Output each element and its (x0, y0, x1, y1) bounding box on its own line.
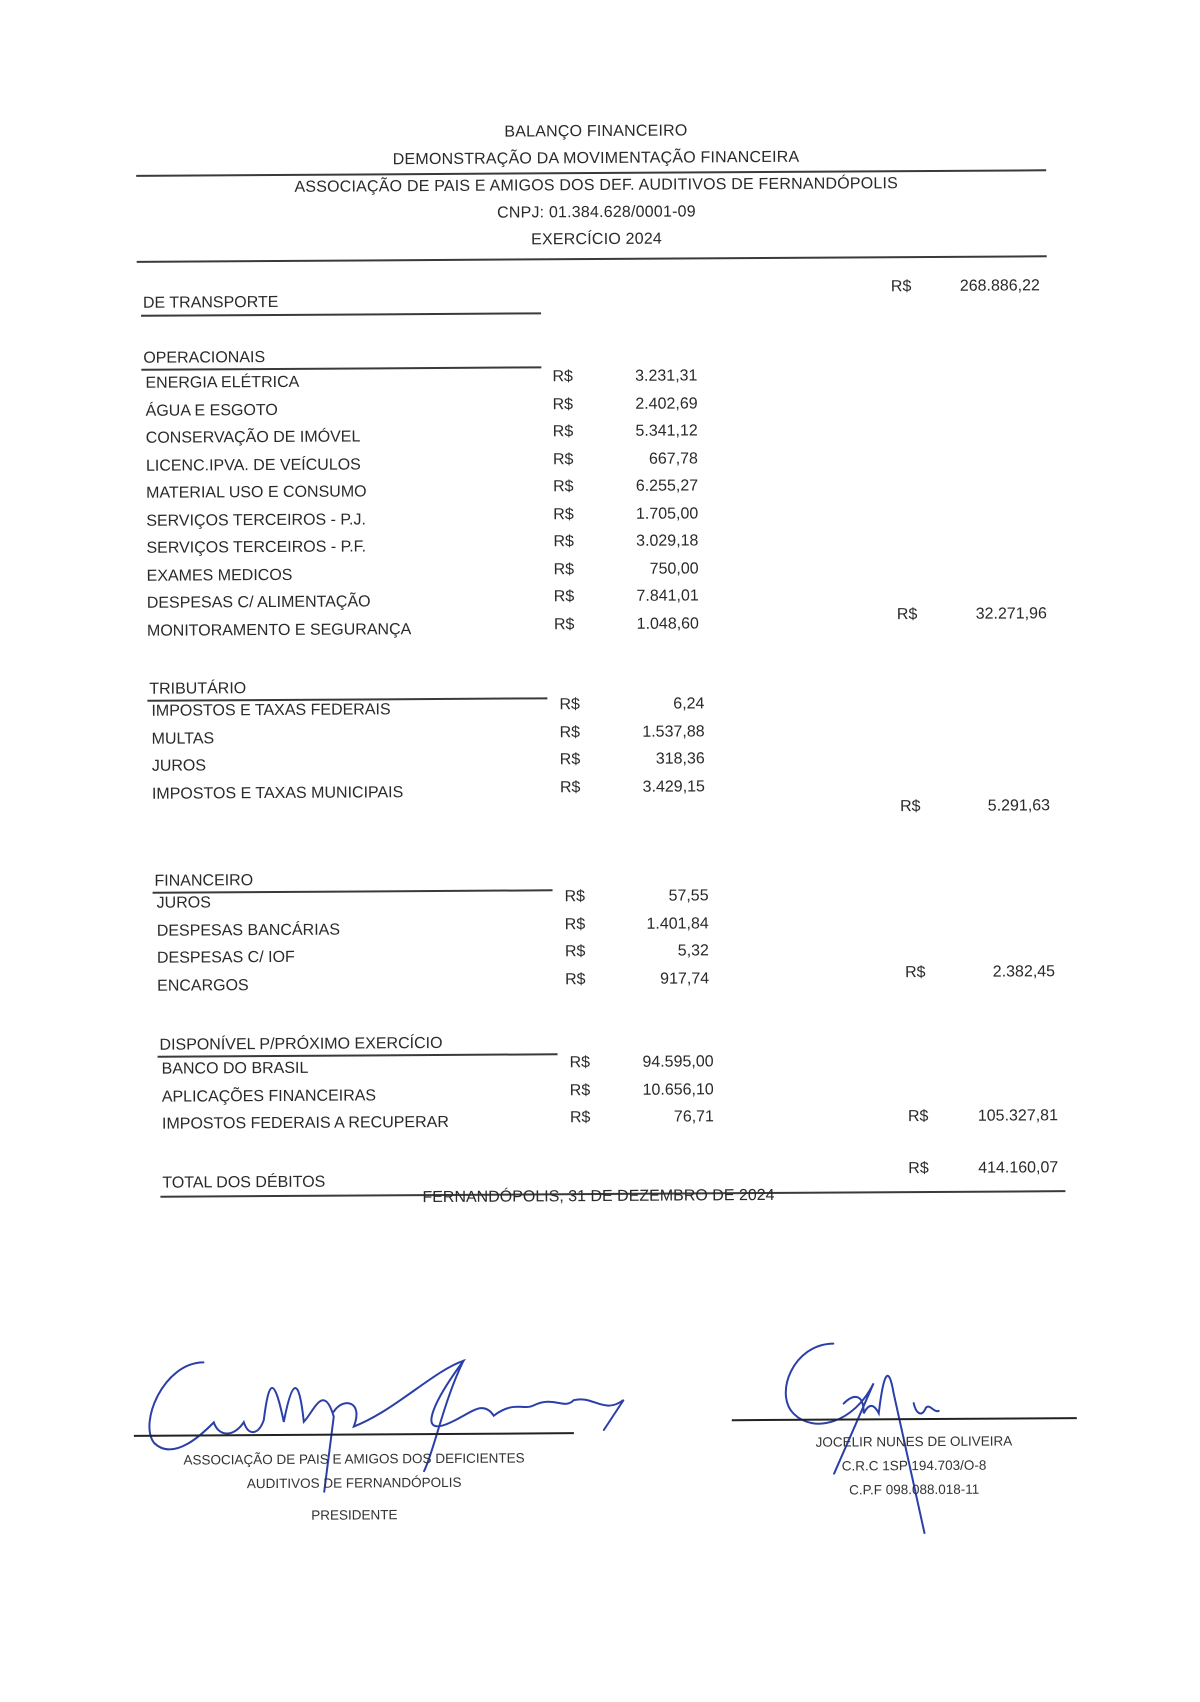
section-total-transporte: 268.886,22 (959, 277, 1040, 295)
line-item-label: IMPOSTOS E TAXAS MUNICIPAIS (151, 783, 404, 803)
currency-symbol: R$ (553, 478, 574, 496)
currency-symbol: R$ (553, 615, 575, 633)
accountant-crc: C.R.C 1SP 194.703/O-8 (841, 1457, 987, 1474)
line-item-value: 917,74 (660, 969, 710, 988)
currency-symbol: R$ (552, 423, 574, 441)
president-signature-block (144, 1446, 564, 1529)
currency-symbol: R$ (564, 888, 586, 906)
currency-symbol: R$ (908, 1159, 929, 1178)
line-item-value: 1.048,60 (636, 614, 699, 633)
line-item-value: 3.429,15 (642, 777, 705, 796)
line-item-value: 3.029,18 (636, 532, 699, 550)
line-item-label: SERVIÇOS TERCEIROS - P.J. (146, 510, 366, 530)
line-item-label: ÁGUA E ESGOTO (145, 401, 278, 420)
line-item-label: JUROS (156, 894, 211, 912)
cnpj: CNPJ: 01.384.628/0001-09 (497, 203, 696, 222)
line-item-value: 7.841,01 (636, 587, 699, 605)
currency-symbol: R$ (553, 505, 574, 523)
section-total-financeiro: 2.382,45 (992, 963, 1056, 981)
line-item-value: 5.341,12 (635, 422, 698, 440)
line-item-label: IMPOSTOS E TAXAS FEDERAIS (151, 701, 391, 720)
line-item-value: 2.402,69 (635, 394, 698, 413)
line-item-label: DESPESAS BANCÁRIAS (156, 921, 341, 940)
section-rule (141, 312, 541, 316)
currency-symbol: R$ (564, 915, 586, 933)
line-item-label: JUROS (151, 757, 207, 775)
currency-symbol: R$ (559, 778, 581, 796)
line-item-value: 1.537,88 (642, 722, 705, 741)
line-item-value: 3.231,31 (635, 367, 698, 385)
section-total-tributario: 5.291,63 (987, 797, 1051, 815)
line-item-label: BANCO DO BRASIL (161, 1059, 309, 1078)
section-total-disponivel: 105.327,81 (977, 1107, 1058, 1125)
line-item-label: LICENC.IPVA. DE VEÍCULOS (145, 455, 361, 475)
document-title: BALANÇO FINANCEIRO (504, 122, 688, 141)
currency-symbol: R$ (569, 1054, 591, 1072)
line-item-value: 750,00 (649, 559, 699, 578)
fiscal-year: EXERCÍCIO 2024 (531, 230, 663, 249)
currency-symbol: R$ (552, 450, 574, 468)
currency-symbol: R$ (907, 1108, 929, 1126)
line-item-value: 318,36 (655, 750, 705, 768)
president-org-line1: ASSOCIAÇÃO DE PAIS E AMIGOS DOS DEFICIENTES (183, 1450, 525, 1468)
document-subtitle: DEMONSTRAÇÃO DA MOVIMENTAÇÃO FINANCEIRA (392, 148, 800, 169)
document-header (136, 115, 1057, 256)
line-item-value: 10.656,10 (642, 1080, 714, 1099)
organization-name: ASSOCIAÇÃO DE PAIS E AMIGOS DOS DEF. AUDITIVOS DE FERNANDÓPOLIS (294, 175, 899, 196)
line-item-value: 6.255,27 (635, 477, 699, 495)
currency-symbol: R$ (905, 964, 926, 982)
section-title-tributario: TRIBUTÁRIO (149, 680, 247, 698)
line-item-label: SERVIÇOS TERCEIROS - P.F. (146, 538, 367, 557)
accountant-cpf: C.P.F 098.088.018-11 (849, 1481, 980, 1498)
line-item-label: CONSERVAÇÃO DE IMÓVEL (145, 428, 361, 447)
currency-symbol: R$ (896, 606, 918, 624)
currency-symbol: R$ (552, 368, 573, 386)
currency-symbol: R$ (559, 696, 580, 714)
line-item-label: DESPESAS C/ ALIMENTAÇÃO (146, 593, 371, 612)
line-item-value: 94.595,00 (642, 1053, 714, 1071)
header-rule-bottom (137, 255, 1047, 262)
line-item-label: APLICAÇÕES FINANCEIRAS (161, 1086, 377, 1106)
grand-total-value: 414.160,07 (978, 1159, 1059, 1177)
accountant-name: JOCELIR NUNES DE OLIVEIRA (815, 1433, 1013, 1450)
line-item-label: DESPESAS C/ IOF (156, 948, 295, 967)
section-title-disponivel: DISPONÍVEL P/PRÓXIMO EXERCÍCIO (159, 1034, 443, 1054)
section-title-transporte: DE TRANSPORTE (142, 293, 279, 312)
line-item-value: 57,55 (668, 887, 709, 905)
place-and-date: FERNANDÓPOLIS, 31 DE DEZEMBRO DE 2024 (422, 1186, 775, 1207)
currency-symbol: R$ (890, 278, 912, 296)
president-role: PRESIDENTE (311, 1507, 398, 1523)
currency-symbol: R$ (899, 798, 921, 816)
section-title-financeiro: FINANCEIRO (154, 872, 254, 890)
currency-symbol: R$ (559, 723, 581, 741)
line-item-label: MATERIAL USO E CONSUMO (146, 483, 367, 502)
section-title-operacionais: OPERACIONAIS (143, 349, 266, 367)
line-item-label: ENCARGOS (157, 976, 249, 995)
currency-symbol: R$ (553, 560, 575, 578)
currency-symbol: R$ (564, 943, 586, 961)
line-item-value: 5,32 (677, 942, 709, 960)
line-item-label: IMPOSTOS FEDERAIS A RECUPERAR (161, 1113, 449, 1133)
line-item-value: 1.705,00 (635, 504, 699, 523)
currency-symbol: R$ (569, 1109, 591, 1127)
accountant-signature-block (764, 1429, 1064, 1503)
line-item-label: ENERGIA ELÉTRICA (145, 373, 300, 392)
line-item-label: EXAMES MEDICOS (146, 566, 293, 585)
line-item-value: 1.401,84 (646, 914, 709, 933)
currency-symbol: R$ (552, 395, 574, 413)
section-total-operacionais: 32.271,96 (975, 605, 1047, 623)
currency-symbol: R$ (565, 970, 586, 988)
line-item-value: 6,24 (673, 695, 705, 713)
grand-total-label: TOTAL DOS DÉBITOS (162, 1173, 326, 1192)
line-item-label: MONITORAMENTO E SEGURANÇA (146, 620, 412, 640)
line-item-value: 667,78 (648, 449, 698, 468)
currency-symbol: R$ (559, 751, 581, 769)
currency-symbol: R$ (553, 588, 575, 606)
currency-symbol: R$ (569, 1081, 591, 1099)
line-item-value: 76,71 (673, 1108, 714, 1126)
line-item-label: MULTAS (151, 729, 215, 748)
currency-symbol: R$ (553, 533, 574, 551)
president-org-line2: AUDITIVOS DE FERNANDÓPOLIS (246, 1474, 462, 1492)
